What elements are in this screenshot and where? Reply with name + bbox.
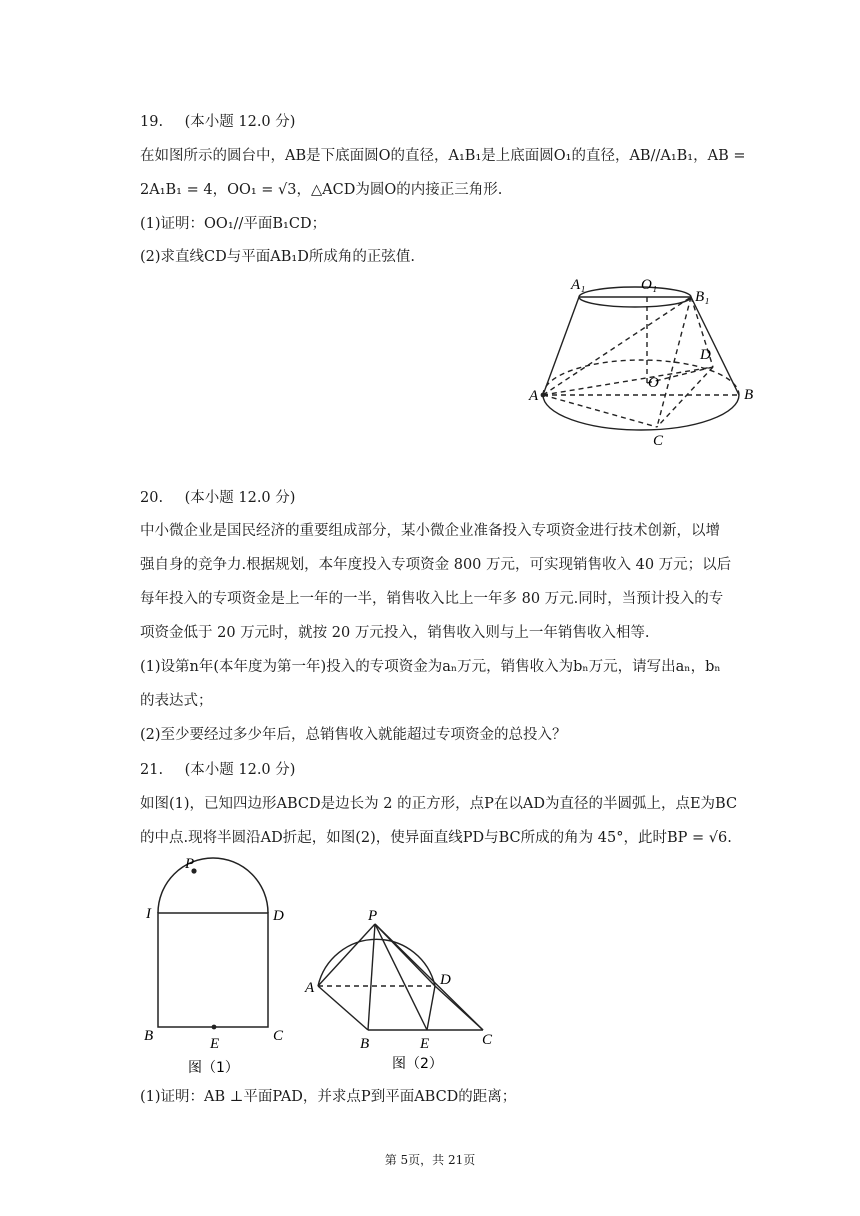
q21-figure-1 — [140, 852, 290, 1082]
q21-fig2-label-C: C — [482, 1032, 493, 1048]
q21-fig1-label-P: P — [185, 856, 195, 872]
q21-fig1-label-C: C — [273, 1028, 284, 1044]
q21-fig2-caption: 图（2） — [392, 1056, 443, 1072]
q21-fig2-label-A: A — [305, 980, 315, 996]
q19-label-D: D — [700, 347, 711, 363]
q21-fig1-label-D: D — [273, 908, 284, 924]
q20-part-2: (2)至少要经过多少年后，总销售收入就能超过专项资金的总投入？ — [140, 727, 567, 743]
q20-header — [140, 488, 295, 508]
q21-fig2-label-B: B — [360, 1036, 370, 1052]
q19-label-B: B — [744, 387, 754, 403]
q21-fig1-label-A: I — [146, 906, 151, 922]
page-footer: 第 5页，共 21页 — [384, 1153, 476, 1167]
q21-fig2-label-P: P — [368, 910, 378, 924]
q20-stem-line-2: 强自身的竞争力.根据规划，本年度投入专项资金 800 万元，可实现销售收入 40 万元；以后 — [140, 557, 732, 573]
q20-number: 20. — [140, 490, 164, 506]
q19-label-A1: A₁ — [571, 277, 586, 293]
q20-part-1a: (1)设第n年(本年度为第一年)投入的专项资金为aₙ万元，销售收入为bₙ万元，请写出aₙ，bₙ — [140, 659, 721, 675]
q19-score: (本小题 12.0 分) — [184, 114, 296, 130]
q19-header — [140, 112, 295, 132]
q21-fig1-label-E: E — [210, 1036, 220, 1052]
q21-stem-line-1: 如图(1)，已知四边形ABCD是边长为 2 的正方形，点P在以AD为直径的半圆弧上，点E为BC — [140, 796, 738, 812]
q20-stem-line-4: 项资金低于 20 万元时，就按 20 万元投入，销售收入则与上一年销售收入相等. — [140, 625, 650, 641]
q21-stem-line-2: 的中点.现将半圆沿AD折起，如图(2)，使异面直线PD与BC所成的角为 45°，此时BP = √6. — [140, 830, 732, 846]
q20-stem-line-1: 中小微企业是国民经济的重要组成部分，某小微企业准备投入专项资金进行技术创新，以增 — [140, 523, 720, 539]
q19-label-C: C — [653, 433, 664, 449]
q21-number: 21. — [140, 762, 164, 778]
q19-label-B1: B₁ — [695, 289, 710, 305]
q19-frustum-figure — [525, 275, 765, 455]
q21-fig2-label-E: E — [420, 1036, 430, 1052]
q21-figure-2 — [300, 910, 510, 1080]
q19-label-O: O — [648, 375, 659, 391]
q21-fig1-label-B: B — [144, 1028, 154, 1044]
q19-part-2: (2)求直线CD与平面AB₁D所成角的正弦值. — [140, 249, 415, 265]
q21-header — [140, 760, 295, 780]
q20-part-1b: 的表达式； — [140, 693, 213, 709]
q21-fig1-caption: 图（1） — [188, 1060, 239, 1076]
q19-stem-line-1: 在如图所示的圆台中，AB是下底面圆O的直径，A₁B₁是上底面圆O₁的直径，AB//A₁B₁，AB = — [140, 148, 746, 164]
q19-part-1: (1)证明：OO₁//平面B₁CD； — [140, 216, 327, 232]
q19-number: 19. — [140, 114, 164, 130]
q21-fig2-label-D: D — [440, 972, 451, 988]
q21-score: (本小题 12.0 分) — [184, 762, 296, 778]
q20-stem-line-3: 每年投入的专项资金是上一年的一半，销售收入比上一年多 80 万元.同时，当预计投入的专 — [140, 591, 724, 607]
q19-label-O1: O₁ — [641, 277, 658, 293]
q19-stem-line-2: 2A₁B₁ = 4，OO₁ = √3，△ACD为圆O的内接正三角形. — [140, 182, 503, 198]
q20-score: (本小题 12.0 分) — [184, 490, 296, 506]
q21-part-1: (1)证明：AB ⊥平面PAD，并求点P到平面ABCD的距离； — [140, 1089, 517, 1105]
q19-label-A: A — [529, 388, 539, 404]
